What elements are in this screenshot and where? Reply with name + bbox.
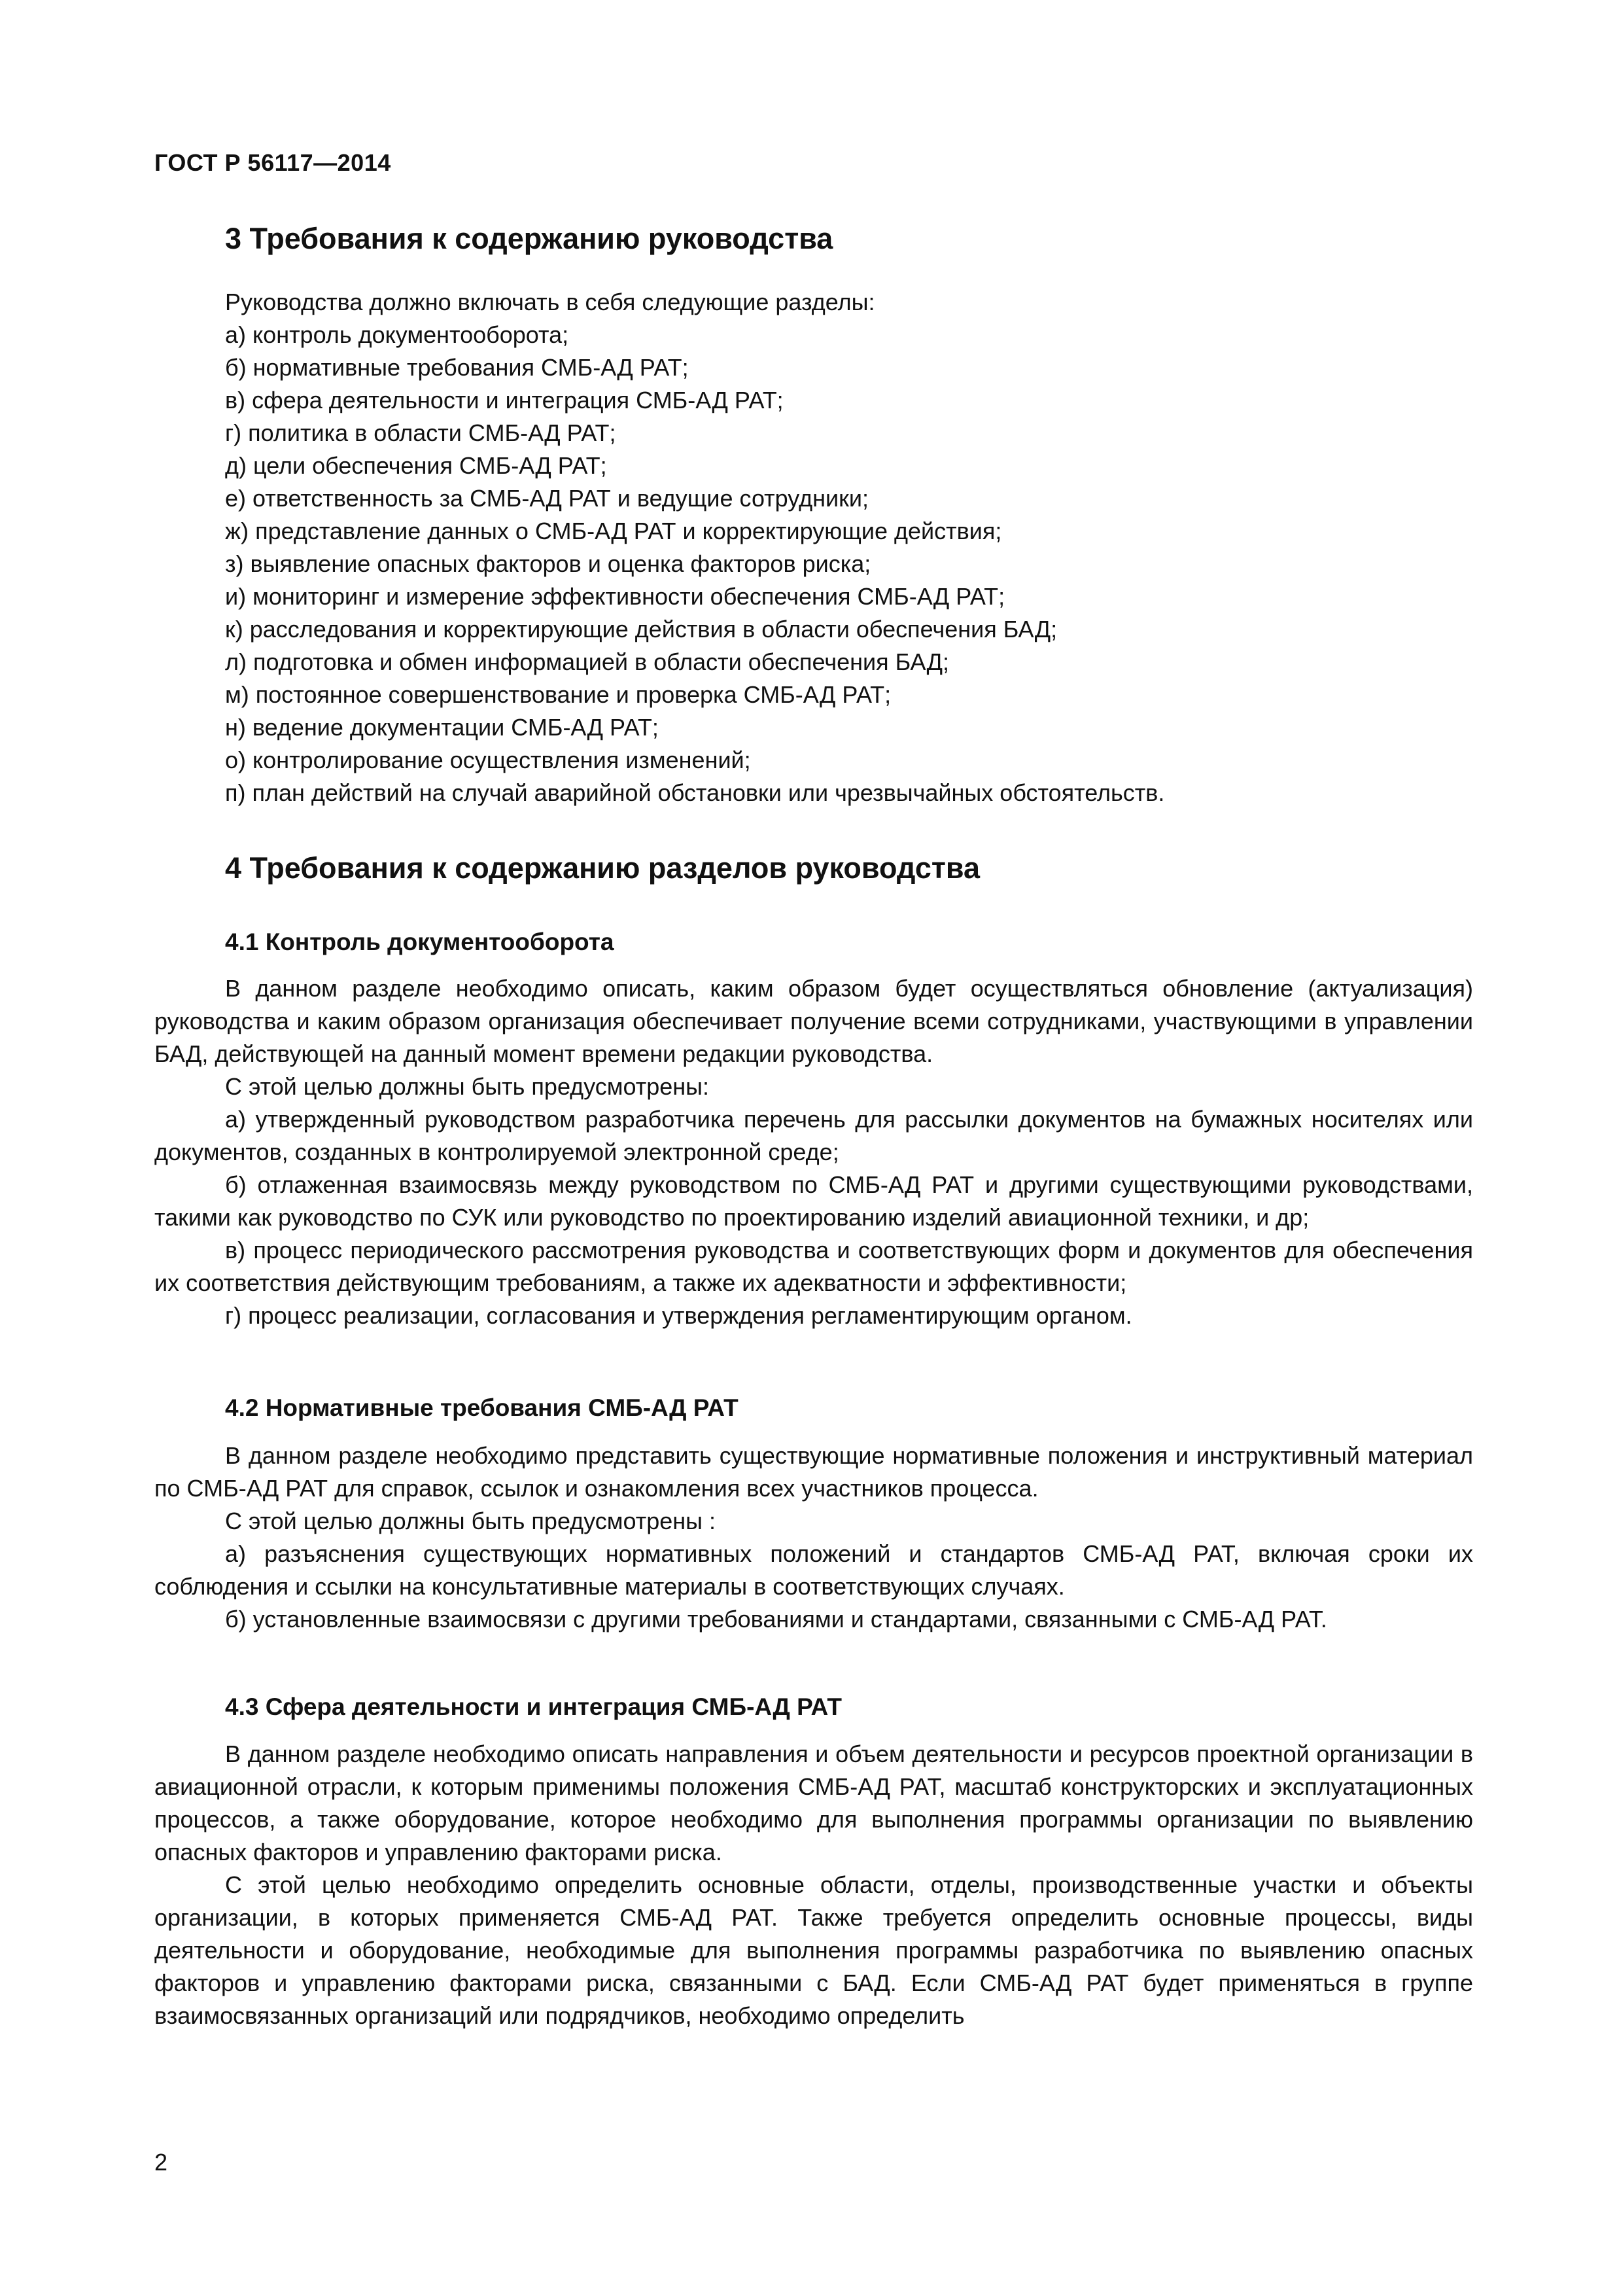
- paragraph: В данном разделе необходимо описать направления и объем деятельности и ресурсов проектной организации в авиационной отрасли, к которым применимы положения СМБ-АД РАТ, масштаб конструкторских и эксплуатационных процессов, а также оборудование, которое необходимо для выполнения программы организации по выявлению опасных факторов и управлению факторами риска.: [154, 1740, 1473, 1865]
- list-item: е) ответственность за СМБ-АД РАТ и ведущие сотрудники;: [225, 485, 869, 512]
- paragraph: С этой целью должны быть предусмотрены :: [225, 1508, 716, 1534]
- list-item: и) мониторинг и измерение эффективности обеспечения СМБ-АД РАТ;: [225, 583, 1005, 610]
- document-code-header: ГОСТ Р 56117—2014: [154, 149, 391, 176]
- subsection-4-1-body: [154, 972, 1473, 1332]
- paragraph: а) утвержденный руководством разработчика перечень для рассылки документов на бумажных носителях или документов, созданных в контролируемой электронной среде;: [154, 1106, 1473, 1165]
- subsection-4-3: [154, 1693, 1473, 1722]
- list-item: о) контролирование осуществления изменений;: [225, 747, 751, 773]
- paragraph: б) установленные взаимосвязи с другими требованиями и стандартами, связанными с СМБ-АД РАТ.: [225, 1606, 1327, 1633]
- list-item: б) нормативные требования СМБ-АД РАТ;: [225, 354, 689, 381]
- list-item: л) подготовка и обмен информацией в области обеспечения БАД;: [225, 648, 950, 675]
- list-item: з) выявление опасных факторов и оценка факторов риска;: [225, 550, 871, 577]
- paragraph: В данном разделе необходимо представить существующие нормативные положения и инструктивный материал по СМБ-АД РАТ для справок, ссылок и ознакомления всех участников процесса.: [154, 1442, 1473, 1502]
- subsection-4-1-title: 4.1 Контроль документооборота: [225, 928, 614, 955]
- subsection-4-1: [154, 928, 1473, 957]
- section-3-list: [154, 319, 1473, 809]
- subsection-4-2: [154, 1394, 1473, 1422]
- list-item: г) политика в области СМБ-АД РАТ;: [225, 419, 616, 446]
- page-number: 2: [154, 2149, 168, 2176]
- paragraph: в) процесс периодического рассмотрения руководства и соответствующих форм и документов для обеспечения их соответствия действующим требованиям, а также их адекватности и эффективности;: [154, 1237, 1473, 1296]
- list-item: в) сфера деятельности и интеграция СМБ-АД РАТ;: [225, 387, 784, 414]
- list-item: а) контроль документооборота;: [225, 321, 569, 348]
- list-item: м) постоянное совершенствование и проверка СМБ-АД РАТ;: [225, 681, 892, 708]
- subsection-4-2-body: [154, 1439, 1473, 1636]
- list-item: ж) представление данных о СМБ-АД РАТ и корректирующие действия;: [225, 518, 1002, 544]
- paragraph: а) разъяснения существующих нормативных положений и стандартов СМБ-АД РАТ, включая сроки их соблюдения и ссылки на консультативные материалы в соответствующих случаях.: [154, 1540, 1473, 1600]
- list-item: н) ведение документации СМБ-АД РАТ;: [225, 714, 659, 741]
- list-item: д) цели обеспечения СМБ-АД РАТ;: [225, 452, 607, 479]
- list-item: к) расследования и корректирующие действия в области обеспечения БАД;: [225, 616, 1058, 643]
- section-3-title: 3 Требования к содержанию руководства: [225, 222, 833, 255]
- subsection-4-3-title: 4.3 Сфера деятельности и интеграция СМБ-АД РАТ: [225, 1693, 843, 1720]
- subsection-4-3-body: [154, 1738, 1473, 2032]
- subsection-4-2-title: 4.2 Нормативные требования СМБ-АД РАТ: [225, 1394, 739, 1421]
- section-4: [154, 851, 1473, 886]
- paragraph: С этой целью должны быть предусмотрены:: [225, 1073, 710, 1100]
- list-item: п) план действий на случай аварийной обстановки или чрезвычайных обстоятельств.: [225, 779, 1165, 806]
- paragraph: г) процесс реализации, согласования и утверждения регламентирующим органом.: [225, 1302, 1132, 1329]
- section-3-body: [154, 286, 1473, 809]
- section-3-intro: Руководства должно включать в себя следующие разделы:: [225, 289, 875, 315]
- paragraph: б) отлаженная взаимосвязь между руководством по СМБ-АД РАТ и другими существующими руководствами, такими как руководство по СУК или руководство по проектированию изделий авиационной техники, и др;: [154, 1171, 1473, 1231]
- section-3: [154, 221, 1473, 256]
- paragraph: В данном разделе необходимо описать, каким образом будет осуществляться обновление (актуализация) руководства и каким образом организация обеспечивает получение всеми сотрудниками, участвующими в управлении БАД, действующей на данный момент времени редакции руководства.: [154, 975, 1473, 1067]
- section-4-title: 4 Требования к содержанию разделов руководства: [225, 851, 981, 885]
- paragraph: С этой целью необходимо определить основные области, отделы, производственные участки и объекты организации, в которых применяется СМБ-АД РАТ. Также требуется определить основные процессы, виды деятельности и оборудование, необходимые для выполнения программы разработчика по выявлению опасных факторов и управлению факторами риска, связанными с БАД. Если СМБ-АД РАТ будет применяться в группе взаимосвязанных организаций или подрядчиков, необходимо определить: [154, 1871, 1473, 2029]
